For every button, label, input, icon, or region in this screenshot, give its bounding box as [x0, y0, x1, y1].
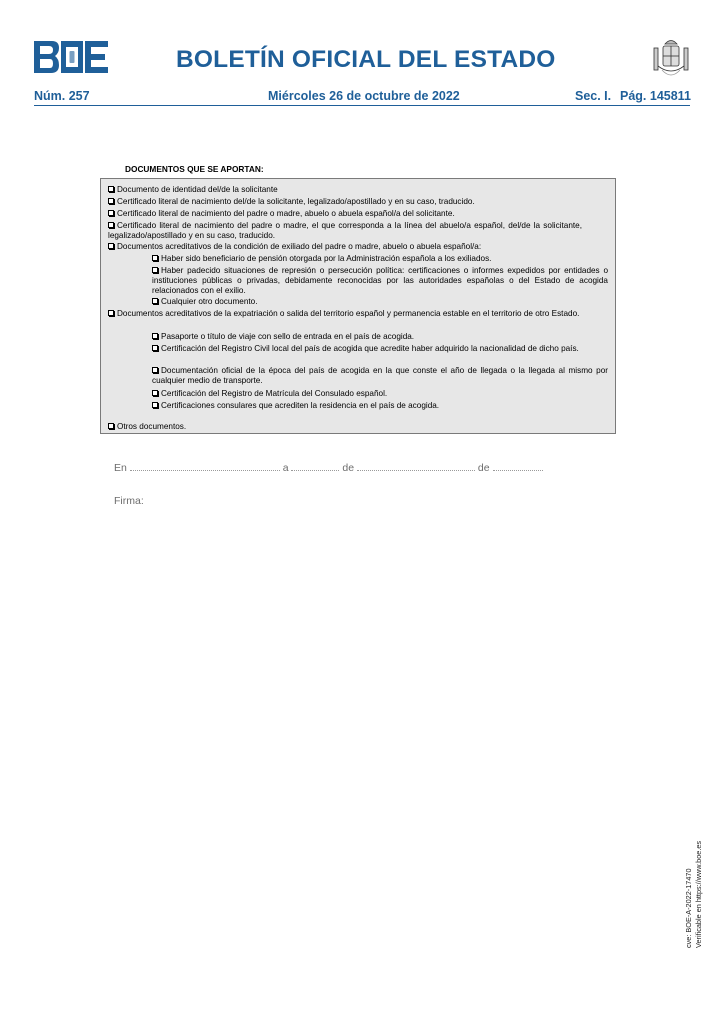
documents-box [100, 178, 616, 434]
list-item: Pasaporte o título de viaje con sello de entrada en el país de acogida. [152, 332, 608, 342]
month-field[interactable] [357, 461, 475, 471]
checkbox[interactable] [108, 423, 114, 429]
list-item: Documentación oficial de la época del país de acogida en la que conste el año de llegada o la llegada al mismo por cualquier medio de transporte. [152, 366, 608, 385]
list-item: Documento de identidad del/de la solicitante [108, 185, 608, 195]
checkbox[interactable] [152, 298, 158, 304]
header-divider [34, 105, 690, 106]
list-item: Haber padecido situaciones de represión o persecución política: certificaciones o informes expedidos por entidades o instituciones públicas o privadas, debidamente reconocidas por las autoridades españolas o del Estado de acogida relacionados con el exilio. [152, 266, 608, 295]
checkbox[interactable] [152, 402, 158, 408]
verification-link[interactable]: Verificable en https://www.boe.es [694, 840, 703, 948]
day-label: a [282, 462, 289, 474]
place-field[interactable] [130, 461, 280, 471]
year-label: de [477, 462, 490, 474]
list-item: Certificación del Registro de Matrícula del Consulado español. [152, 389, 608, 399]
list-item: Haber sido beneficiario de pensión otorgada por la Administración española a los exiliados. [152, 254, 608, 264]
checkbox[interactable] [152, 390, 158, 396]
month-label: de [342, 462, 355, 474]
checkbox[interactable] [108, 198, 114, 204]
checkbox[interactable] [108, 243, 114, 249]
documents-heading: DOCUMENTOS QUE SE APORTAN: [125, 164, 264, 174]
place-label: En [114, 462, 127, 474]
checkbox[interactable] [108, 222, 114, 228]
bulletin-date: Miércoles 26 de octubre de 2022 [268, 89, 460, 103]
list-item: Documentos acreditativos de la expatriación o salida del territorio español y permanencia estable en el territorio de otro Estado. [108, 309, 608, 319]
signature-label: Firma: [114, 495, 144, 507]
day-field[interactable] [291, 461, 339, 471]
checkbox[interactable] [108, 310, 114, 316]
year-field[interactable] [493, 461, 543, 471]
list-item: Certificado literal de nacimiento del/de la solicitante, legalizado/apostillado y en su caso, traducido. [108, 197, 608, 207]
list-item: Certificado literal de nacimiento del padre o madre, el que corresponda a la línea del abuelo/a español, del/de la solicitante, legalizado/apostillado y en su caso, traducido. [108, 221, 582, 240]
cve-code: cve: BOE-A-2022-17470 [684, 868, 693, 948]
checkbox[interactable] [108, 210, 114, 216]
list-item: Cualquier otro documento. [152, 297, 608, 307]
list-item: Certificación del Registro Civil local del país de acogida que acredite haber adquirido la nacionalidad de dicho país. [152, 344, 608, 354]
checkbox[interactable] [152, 367, 158, 373]
list-item: Documentos acreditativos de la condición de exiliado del padre o madre, abuelo o abuela español/a: [108, 242, 608, 252]
checkbox[interactable] [152, 333, 158, 339]
section-label: Sec. I. [575, 89, 612, 103]
checkbox[interactable] [108, 186, 114, 192]
checkbox[interactable] [152, 255, 158, 261]
list-item: Certificado literal de nacimiento del padre o madre, abuelo o abuela español/a del solicitante. [108, 209, 608, 219]
page-number: Pág. 145811 [620, 89, 691, 103]
place-date-line [114, 461, 543, 474]
list-item: Otros documentos. [108, 422, 608, 432]
bulletin-number: Núm. 257 [34, 89, 90, 103]
coat-of-arms-icon [652, 36, 690, 80]
list-item: Certificaciones consulares que acrediten la residencia en el país de acogida. [152, 401, 608, 411]
cve-footer [684, 841, 704, 948]
boe-logo-icon [34, 41, 108, 73]
page-title: BOLETÍN OFICIAL DEL ESTADO [176, 46, 556, 73]
checkbox[interactable] [152, 345, 158, 351]
checkbox[interactable] [152, 267, 158, 273]
